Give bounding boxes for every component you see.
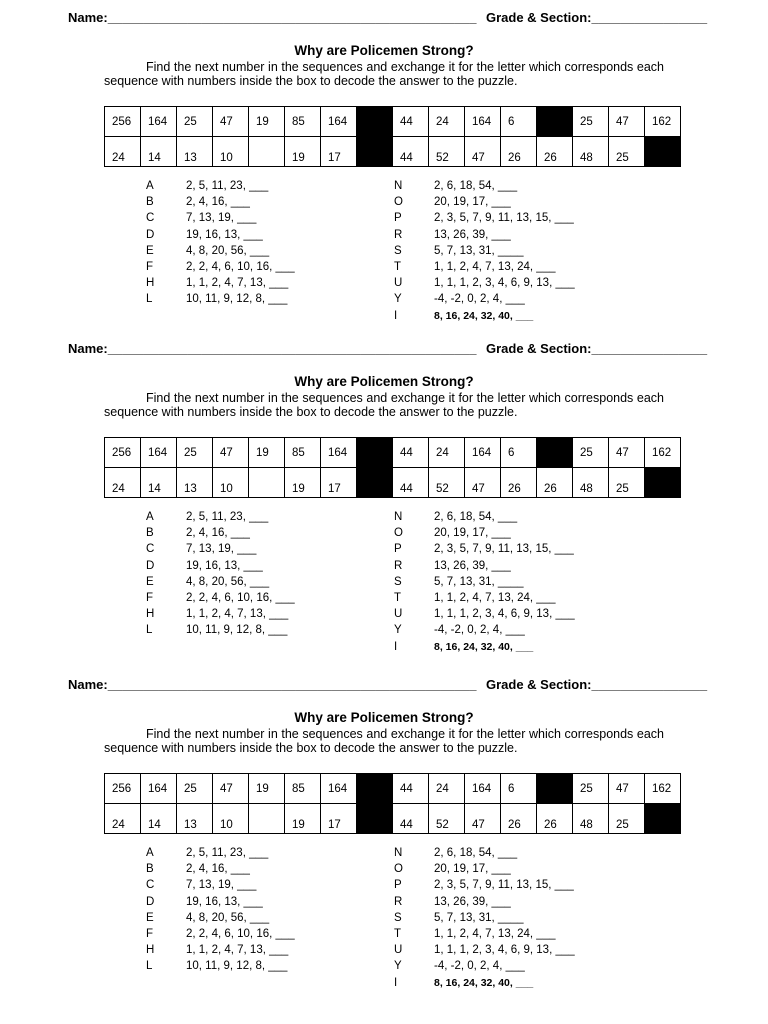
grid-cell: 6 — [501, 107, 537, 137]
sequence-numbers: 19, 16, 13, ___ — [186, 228, 263, 241]
sequence-item — [146, 527, 346, 543]
puzzle-grid — [104, 106, 681, 167]
sequence-letter: E — [146, 911, 154, 924]
grid-cell: 25 — [609, 804, 645, 834]
sequence-letter: L — [146, 293, 153, 306]
grid-cell: 48 — [573, 804, 609, 834]
grid-cell: 10 — [213, 137, 249, 167]
sequence-item — [394, 977, 634, 993]
sequence-item — [146, 511, 346, 527]
sequence-item — [394, 592, 634, 608]
instructions: Find the next number in the sequences and exchange it for the letter which corresponds each sequence with numbers inside the box to decode the answer to the puzzle. — [104, 391, 664, 419]
sequence-item — [146, 543, 346, 559]
sequence-numbers: 4, 8, 20, 56, ___ — [186, 244, 270, 257]
grid-cell: 14 — [141, 804, 177, 834]
grid-cell: 13 — [177, 804, 213, 834]
grid-cell: 10 — [213, 804, 249, 834]
grid-cell: 17 — [321, 468, 357, 498]
sequence-numbers: 20, 19, 17, ___ — [434, 196, 511, 209]
left-sequence-list — [146, 180, 346, 310]
sequence-numbers: 1, 1, 1, 2, 3, 4, 6, 9, 13, ___ — [434, 608, 575, 621]
grid-cell — [537, 774, 573, 804]
grid-cell — [645, 137, 681, 167]
sequence-numbers: 1, 1, 2, 4, 7, 13, 24, ___ — [434, 927, 556, 940]
grid-cell: 14 — [141, 468, 177, 498]
sequence-item — [394, 928, 634, 944]
sequence-item — [394, 912, 634, 928]
sequence-letter: D — [146, 559, 155, 572]
sequence-item — [146, 944, 346, 960]
grid-cell: 44 — [393, 137, 429, 167]
sequence-letter: I — [394, 976, 398, 989]
sequence-numbers: 7, 13, 19, ___ — [186, 212, 257, 225]
grade-section-field[interactable]: Grade & Section:________________ — [486, 10, 708, 25]
sequence-item — [394, 180, 634, 196]
instructions: Find the next number in the sequences and exchange it for the letter which corresponds each sequence with numbers inside the box to decode the answer to the puzzle. — [104, 60, 664, 88]
sequence-numbers: 2, 4, 16, ___ — [186, 863, 250, 876]
sequence-numbers: 10, 11, 9, 12, 8, ___ — [186, 624, 288, 637]
sequence-item — [394, 229, 634, 245]
grid-cell — [537, 107, 573, 137]
sequence-letter: T — [394, 927, 402, 940]
grid-bottom-row — [105, 137, 681, 167]
sequence-letter: H — [146, 277, 155, 290]
sequence-item — [394, 261, 634, 277]
grid-cell: 47 — [213, 438, 249, 468]
sequence-letter: I — [394, 309, 398, 322]
grid-cell: 164 — [465, 438, 501, 468]
sequence-numbers: 4, 8, 20, 56, ___ — [186, 911, 270, 924]
grid-cell: 85 — [285, 107, 321, 137]
sequence-letter: P — [394, 212, 402, 225]
sequence-letter: T — [394, 260, 402, 273]
sequence-numbers: 1, 1, 2, 4, 7, 13, 24, ___ — [434, 591, 556, 604]
sequence-item — [394, 245, 634, 261]
sequence-item — [146, 576, 346, 592]
grid-cell: 26 — [537, 137, 573, 167]
grid-cell: 85 — [285, 438, 321, 468]
sequence-numbers: 2, 2, 4, 6, 10, 16, ___ — [186, 260, 295, 273]
sequence-numbers: 2, 6, 18, 54, ___ — [434, 180, 518, 192]
grid-cell: 25 — [609, 137, 645, 167]
sequence-numbers: 1, 1, 2, 4, 7, 13, 24, ___ — [434, 260, 556, 273]
grid-cell: 85 — [285, 774, 321, 804]
sequence-item — [146, 960, 346, 976]
sequence-numbers: 1, 1, 2, 4, 7, 13, ___ — [186, 277, 289, 290]
sequence-letter: B — [146, 863, 154, 876]
sequence-letter: R — [394, 895, 403, 908]
grid-cell: 164 — [321, 107, 357, 137]
sequence-letter: E — [146, 575, 154, 588]
sequence-letter: Y — [394, 293, 402, 306]
right-sequence-list — [394, 847, 634, 993]
sequence-letter: U — [394, 944, 403, 957]
grid-cell: 6 — [501, 774, 537, 804]
sequence-item — [146, 592, 346, 608]
sequence-item — [146, 879, 346, 895]
sequence-item — [146, 896, 346, 912]
grid-cell: 25 — [177, 438, 213, 468]
grid-cell: 44 — [393, 438, 429, 468]
sequence-item — [146, 245, 346, 261]
sequence-letter: H — [146, 944, 155, 957]
sequence-item — [394, 543, 634, 559]
sequence-letter: P — [394, 879, 402, 892]
worksheet-copy-3 — [0, 677, 768, 1012]
grid-cell — [249, 468, 285, 498]
sequence-letter: S — [394, 244, 402, 257]
sequence-item — [394, 847, 634, 863]
grid-cell: 26 — [537, 804, 573, 834]
grid-cell: 256 — [105, 107, 141, 137]
sequence-item — [146, 293, 346, 309]
grid-cell: 24 — [429, 774, 465, 804]
grid-cell: 47 — [213, 107, 249, 137]
sequence-numbers: 2, 5, 11, 23, ___ — [186, 847, 269, 859]
sequence-numbers: 7, 13, 19, ___ — [186, 879, 257, 892]
sequence-numbers: 4, 8, 20, 56, ___ — [186, 575, 270, 588]
sequence-numbers: 7, 13, 19, ___ — [186, 543, 257, 556]
grid-top-row — [105, 774, 681, 804]
sequence-letter: I — [394, 640, 398, 653]
sequence-item — [146, 212, 346, 228]
sequence-item — [146, 847, 346, 863]
grid-cell: 17 — [321, 804, 357, 834]
grid-cell — [249, 137, 285, 167]
sequence-numbers: 2, 6, 18, 54, ___ — [434, 511, 518, 523]
grid-cell: 24 — [429, 438, 465, 468]
sequence-numbers: 20, 19, 17, ___ — [434, 527, 511, 540]
sequence-letter: A — [146, 847, 154, 859]
grid-cell: 164 — [141, 107, 177, 137]
grid-cell: 14 — [141, 137, 177, 167]
sequence-item — [394, 293, 634, 309]
name-field[interactable]: Name:___________________________________________________ — [68, 677, 477, 692]
grid-cell: 26 — [501, 468, 537, 498]
left-sequence-list — [146, 847, 346, 977]
grid-cell: 47 — [609, 774, 645, 804]
sequence-numbers: 8, 16, 24, 32, 40, ___ — [434, 976, 534, 989]
sequence-numbers: 5, 7, 13, 31, ____ — [434, 911, 524, 924]
sequence-item — [394, 212, 634, 228]
sequence-numbers: 10, 11, 9, 12, 8, ___ — [186, 293, 288, 306]
sequence-numbers: 13, 26, 39, ___ — [434, 228, 511, 241]
sequence-item — [394, 511, 634, 527]
grid-cell: 19 — [285, 804, 321, 834]
sequence-letter: A — [146, 180, 154, 192]
grade-section-field[interactable]: Grade & Section:________________ — [486, 341, 708, 356]
grid-cell: 164 — [141, 774, 177, 804]
worksheet-copy-2 — [0, 341, 768, 676]
sequence-item — [394, 310, 634, 326]
sequence-letter: H — [146, 608, 155, 621]
sequence-letter: N — [394, 847, 403, 859]
sequence-item — [394, 879, 634, 895]
worksheet-title: Why are Policemen Strong? — [294, 374, 474, 389]
grid-cell: 44 — [393, 774, 429, 804]
sequence-item — [146, 560, 346, 576]
grid-cell: 47 — [609, 107, 645, 137]
sequence-letter: D — [146, 228, 155, 241]
right-sequence-list — [394, 180, 634, 326]
grid-cell: 47 — [609, 438, 645, 468]
grid-cell: 164 — [321, 774, 357, 804]
sequence-numbers: 20, 19, 17, ___ — [434, 863, 511, 876]
sequence-item — [394, 641, 634, 657]
grid-cell: 26 — [537, 468, 573, 498]
sequence-numbers: 2, 4, 16, ___ — [186, 527, 250, 540]
grid-cell: 26 — [501, 804, 537, 834]
puzzle-grid — [104, 773, 681, 834]
sequence-numbers: 2, 5, 11, 23, ___ — [186, 180, 269, 192]
grid-cell: 44 — [393, 804, 429, 834]
sequence-letter: U — [394, 608, 403, 621]
sequence-letter: C — [146, 543, 155, 556]
grid-cell — [357, 137, 393, 167]
grid-cell: 47 — [465, 468, 501, 498]
grid-cell: 6 — [501, 438, 537, 468]
worksheet-copy-1 — [0, 10, 768, 345]
grid-cell: 162 — [645, 438, 681, 468]
grid-cell — [249, 804, 285, 834]
grid-cell: 256 — [105, 774, 141, 804]
sequence-letter: N — [394, 180, 403, 192]
sequence-letter: T — [394, 591, 402, 604]
grid-bottom-row — [105, 468, 681, 498]
worksheet-title: Why are Policemen Strong? — [294, 43, 474, 58]
sequence-numbers: 5, 7, 13, 31, ____ — [434, 575, 524, 588]
sequence-letter: U — [394, 277, 403, 290]
sequence-letter: F — [146, 591, 154, 604]
sequence-item — [146, 912, 346, 928]
sequence-item — [146, 180, 346, 196]
sequence-item — [146, 196, 346, 212]
sequence-letter: S — [394, 575, 402, 588]
name-field[interactable]: Name:___________________________________________________ — [68, 341, 477, 356]
sequence-item — [394, 277, 634, 293]
sequence-numbers: 19, 16, 13, ___ — [186, 895, 263, 908]
sequence-numbers: 2, 3, 5, 7, 9, 11, 13, 15, ___ — [434, 543, 574, 556]
grid-cell — [357, 774, 393, 804]
grid-cell: 48 — [573, 468, 609, 498]
grid-cell: 26 — [501, 137, 537, 167]
sequence-numbers: 2, 3, 5, 7, 9, 11, 13, 15, ___ — [434, 212, 574, 225]
grid-top-row — [105, 107, 681, 137]
sequence-letter: L — [146, 624, 153, 637]
grid-cell: 17 — [321, 137, 357, 167]
sequence-numbers: -4, -2, 0, 2, 4, ___ — [434, 624, 525, 637]
sequence-numbers: 1, 1, 2, 4, 7, 13, ___ — [186, 608, 289, 621]
sequence-letter: R — [394, 228, 403, 241]
grid-cell: 25 — [177, 107, 213, 137]
sequence-item — [146, 229, 346, 245]
grid-cell: 52 — [429, 804, 465, 834]
sequence-item — [394, 196, 634, 212]
grid-cell — [357, 804, 393, 834]
grid-cell: 19 — [285, 137, 321, 167]
sequence-letter: R — [394, 559, 403, 572]
sequence-letter: F — [146, 260, 154, 273]
grid-cell — [357, 438, 393, 468]
sequence-letter: C — [146, 879, 155, 892]
right-sequence-list — [394, 511, 634, 657]
sequence-letter: O — [394, 863, 403, 876]
sequence-letter: N — [394, 511, 403, 523]
sequence-numbers: 10, 11, 9, 12, 8, ___ — [186, 960, 288, 973]
sequence-letter: O — [394, 527, 403, 540]
sequence-item — [394, 624, 634, 640]
sequence-item — [394, 863, 634, 879]
grid-cell: 164 — [465, 107, 501, 137]
sequence-letter: Y — [394, 960, 402, 973]
sequence-letter: D — [146, 895, 155, 908]
grid-cell — [357, 468, 393, 498]
sequence-numbers: 8, 16, 24, 32, 40, ___ — [434, 309, 534, 322]
sequence-item — [394, 944, 634, 960]
sequence-numbers: 13, 26, 39, ___ — [434, 559, 511, 572]
grid-cell — [645, 468, 681, 498]
sequence-letter: P — [394, 543, 402, 556]
grid-cell: 164 — [321, 438, 357, 468]
sequence-numbers: 2, 4, 16, ___ — [186, 196, 250, 209]
sequence-letter: B — [146, 196, 154, 209]
grid-cell: 19 — [249, 438, 285, 468]
grid-cell: 256 — [105, 438, 141, 468]
sequence-numbers: 1, 1, 2, 4, 7, 13, ___ — [186, 944, 289, 957]
grid-cell: 52 — [429, 137, 465, 167]
sequence-letter: S — [394, 911, 402, 924]
grid-cell: 25 — [609, 468, 645, 498]
grid-cell: 25 — [573, 107, 609, 137]
sequence-numbers: 19, 16, 13, ___ — [186, 559, 263, 572]
sequence-numbers: 8, 16, 24, 32, 40, ___ — [434, 640, 534, 653]
sequence-item — [146, 277, 346, 293]
grid-cell: 162 — [645, 107, 681, 137]
grid-cell: 19 — [285, 468, 321, 498]
sequence-numbers: 1, 1, 1, 2, 3, 4, 6, 9, 13, ___ — [434, 277, 575, 290]
sequence-numbers: 13, 26, 39, ___ — [434, 895, 511, 908]
sequence-numbers: 5, 7, 13, 31, ____ — [434, 244, 524, 257]
grid-cell: 25 — [573, 438, 609, 468]
grid-cell: 25 — [177, 774, 213, 804]
sequence-numbers: 2, 6, 18, 54, ___ — [434, 847, 518, 859]
sequence-numbers: -4, -2, 0, 2, 4, ___ — [434, 293, 525, 306]
grid-cell: 47 — [213, 774, 249, 804]
sequence-numbers: 2, 5, 11, 23, ___ — [186, 511, 269, 523]
grid-cell — [357, 107, 393, 137]
grid-cell — [537, 438, 573, 468]
sequence-item — [394, 527, 634, 543]
grid-cell: 164 — [465, 774, 501, 804]
grid-cell: 19 — [249, 107, 285, 137]
grid-cell: 10 — [213, 468, 249, 498]
sequence-numbers: 1, 1, 1, 2, 3, 4, 6, 9, 13, ___ — [434, 944, 575, 957]
grid-cell: 47 — [465, 804, 501, 834]
sequence-item — [394, 896, 634, 912]
sequence-item — [394, 560, 634, 576]
grid-cell: 25 — [573, 774, 609, 804]
sequence-letter: A — [146, 511, 154, 523]
grid-cell: 164 — [141, 438, 177, 468]
puzzle-grid — [104, 437, 681, 498]
grid-cell: 19 — [249, 774, 285, 804]
sequence-item — [394, 960, 634, 976]
sequence-item — [394, 576, 634, 592]
grid-cell — [645, 804, 681, 834]
grid-cell: 13 — [177, 137, 213, 167]
grid-cell: 24 — [105, 468, 141, 498]
grid-cell: 47 — [465, 137, 501, 167]
sequence-letter: E — [146, 244, 154, 257]
sequence-letter: O — [394, 196, 403, 209]
grid-top-row — [105, 438, 681, 468]
sequence-item — [146, 928, 346, 944]
grid-cell: 44 — [393, 107, 429, 137]
sequence-numbers: -4, -2, 0, 2, 4, ___ — [434, 960, 525, 973]
sequence-letter: F — [146, 927, 154, 940]
grid-cell: 24 — [105, 137, 141, 167]
sequence-item — [146, 863, 346, 879]
sequence-numbers: 2, 3, 5, 7, 9, 11, 13, 15, ___ — [434, 879, 574, 892]
sequence-item — [146, 608, 346, 624]
name-field[interactable]: Name:___________________________________________________ — [68, 10, 477, 25]
sequence-numbers: 2, 2, 4, 6, 10, 16, ___ — [186, 927, 295, 940]
sequence-item — [146, 624, 346, 640]
grid-cell: 48 — [573, 137, 609, 167]
grid-bottom-row — [105, 804, 681, 834]
left-sequence-list — [146, 511, 346, 641]
sequence-numbers: 2, 2, 4, 6, 10, 16, ___ — [186, 591, 295, 604]
instructions: Find the next number in the sequences and exchange it for the letter which corresponds each sequence with numbers inside the box to decode the answer to the puzzle. — [104, 727, 664, 755]
sequence-letter: Y — [394, 624, 402, 637]
sequence-letter: C — [146, 212, 155, 225]
grid-cell: 24 — [429, 107, 465, 137]
grid-cell: 44 — [393, 468, 429, 498]
sequence-letter: L — [146, 960, 153, 973]
grid-cell: 24 — [105, 804, 141, 834]
grid-cell: 162 — [645, 774, 681, 804]
sequence-letter: B — [146, 527, 154, 540]
grid-cell: 52 — [429, 468, 465, 498]
grid-cell: 13 — [177, 468, 213, 498]
worksheet-title: Why are Policemen Strong? — [294, 710, 474, 725]
sequence-item — [146, 261, 346, 277]
grade-section-field[interactable]: Grade & Section:________________ — [486, 677, 708, 692]
sequence-item — [394, 608, 634, 624]
